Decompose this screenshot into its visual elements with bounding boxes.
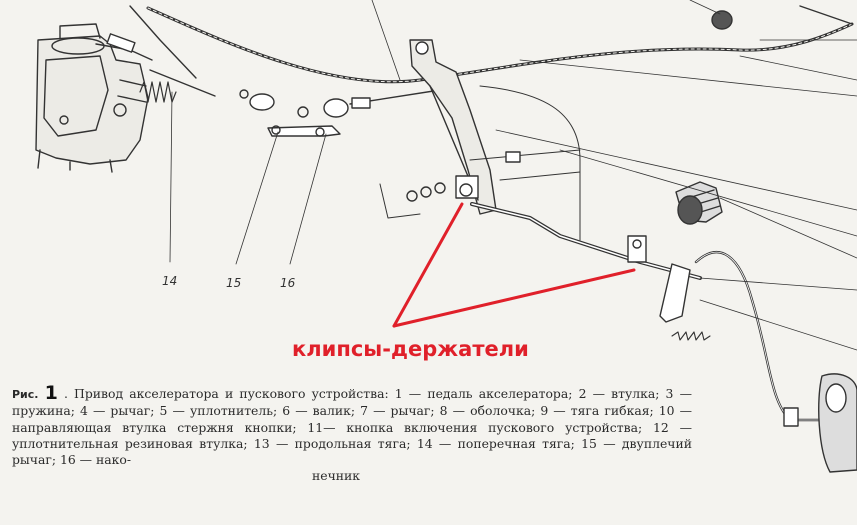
accelerator-pedal [784, 374, 857, 472]
pedal-bracket [407, 40, 496, 214]
figure-number: 1 [44, 382, 58, 404]
caption-tail: нечник [312, 468, 361, 484]
callout-16: 16 [280, 276, 296, 290]
callout-14: 14 [162, 274, 178, 288]
rubber-boot [676, 182, 722, 224]
return-spring [672, 332, 710, 340]
callout-15: 15 [226, 276, 242, 290]
two-arm-lever [240, 90, 348, 136]
flexible-cable [148, 8, 852, 82]
figure-caption [12, 382, 692, 485]
annotation-arrows [394, 204, 634, 326]
accelerator-shaft [472, 204, 700, 322]
button-guide [712, 11, 732, 29]
caption-body: . Привод акселератора и пускового устройства: 1 — педаль акселератора; 2 — втулка; 3 — пружина; 4 — рычаг; 5 — уплотнитель; 6 — валик; 7 — рычаг; 8 — оболочка; 9 — тяга гибкая; 10 — направляющая втулка стержня кнопки; 11— кнопка включения пускового устройства; 12 — уплотнительная резиновая втулка; 13 — продольная тяга; 14 — поперечная тяга; 15 — двуплечий рычаг; 16 — нако- [12, 386, 692, 468]
caption-prefix: Рис. [12, 388, 39, 401]
annotation-label: клипсы-держатели [292, 337, 529, 361]
